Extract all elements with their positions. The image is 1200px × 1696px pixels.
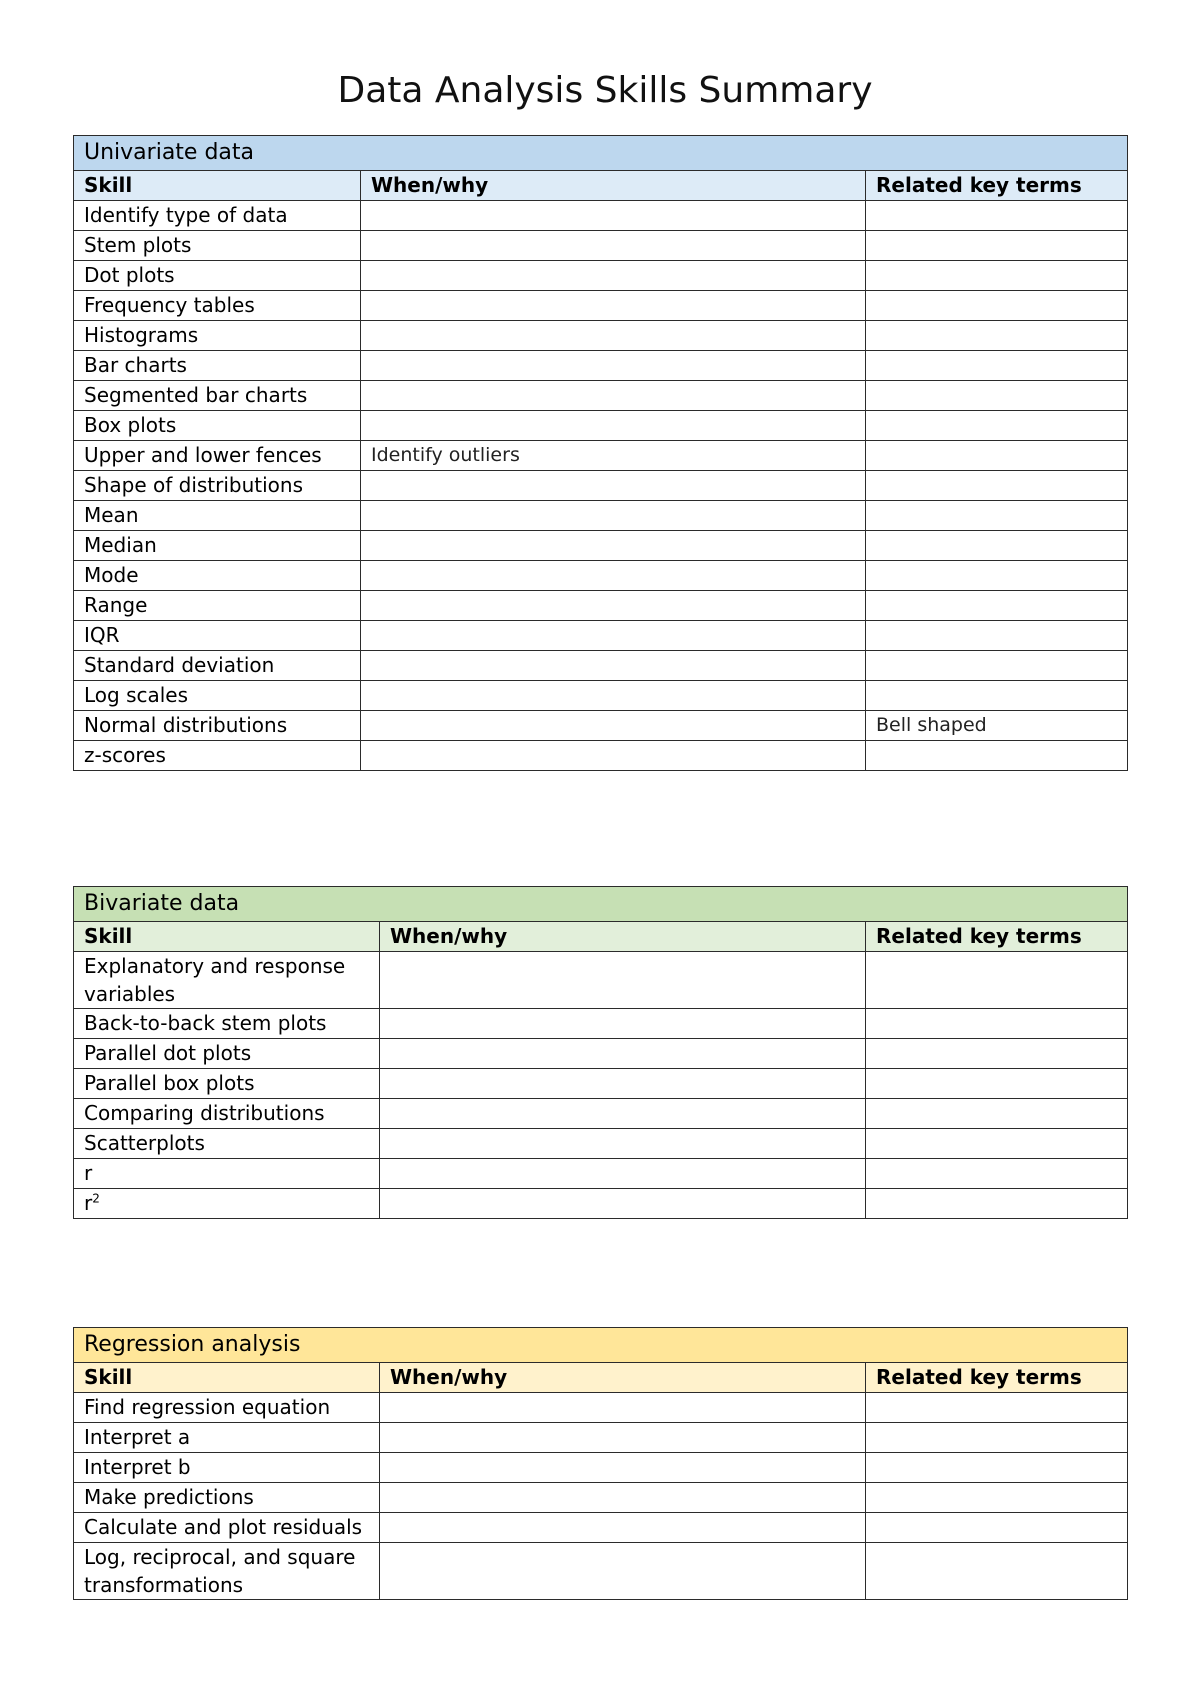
when-why-cell[interactable] — [361, 411, 866, 441]
skill-text: Box plots — [84, 413, 177, 437]
related-key-terms-cell[interactable] — [866, 411, 1128, 441]
skill-text: Explanatory and response variables — [84, 954, 346, 1006]
when-why-cell[interactable] — [361, 261, 866, 291]
column-header-related-key-terms: Related key terms — [866, 1363, 1128, 1393]
related-key-terms-cell[interactable] — [866, 1189, 1128, 1219]
skill-text: Mean — [84, 503, 139, 527]
when-why-cell[interactable] — [380, 1099, 866, 1129]
skill-cell — [74, 501, 361, 531]
skill-text: Segmented bar charts — [84, 383, 308, 407]
related-key-terms-cell[interactable] — [866, 1129, 1128, 1159]
related-key-terms-cell[interactable] — [866, 1513, 1128, 1543]
related-key-terms-cell[interactable] — [866, 561, 1128, 591]
skill-cell — [74, 1189, 380, 1219]
skill-text: Back-to-back stem plots — [84, 1011, 327, 1035]
when-why-cell[interactable] — [380, 1129, 866, 1159]
when-why-cell[interactable] — [380, 1069, 866, 1099]
related-key-terms-cell[interactable] — [866, 1543, 1128, 1600]
table-row — [74, 1099, 1128, 1129]
skill-cell — [74, 471, 361, 501]
related-key-terms-cell[interactable] — [866, 1069, 1128, 1099]
table-row — [74, 291, 1128, 321]
when-why-cell[interactable] — [380, 1009, 866, 1039]
table-row — [74, 1393, 1128, 1423]
skill-cell — [74, 201, 361, 231]
column-header-when-why: When/why — [380, 1363, 866, 1393]
skill-cell — [74, 651, 361, 681]
skill-cell — [74, 531, 361, 561]
when-why-cell[interactable] — [361, 291, 866, 321]
when-why-cell[interactable] — [380, 952, 866, 1009]
when-why-cell[interactable] — [361, 471, 866, 501]
table-row — [74, 381, 1128, 411]
skill-text: Parallel dot plots — [84, 1041, 252, 1065]
when-why-cell[interactable] — [361, 561, 866, 591]
table-row — [74, 201, 1128, 231]
skill-text: Parallel box plots — [84, 1071, 255, 1095]
skill-text: Stem plots — [84, 233, 192, 257]
skill-text: Shape of distributions — [84, 473, 304, 497]
skill-text: Histograms — [84, 323, 199, 347]
table-row — [74, 651, 1128, 681]
when-why-cell[interactable] — [361, 591, 866, 621]
table-row — [74, 1453, 1128, 1483]
table-row — [74, 501, 1128, 531]
skill-cell — [74, 1069, 380, 1099]
table-row — [74, 1189, 1128, 1219]
table-row — [74, 1129, 1128, 1159]
when-why-cell[interactable] — [361, 651, 866, 681]
skill-text: Mode — [84, 563, 139, 587]
skill-text: r — [84, 1191, 93, 1215]
skill-cell — [74, 952, 380, 1009]
section-title: Bivariate data — [74, 887, 1128, 922]
skill-cell — [74, 591, 361, 621]
regression-table — [73, 1327, 1128, 1600]
related-key-terms-cell[interactable] — [866, 1099, 1128, 1129]
related-key-terms-cell[interactable] — [866, 441, 1128, 471]
column-header-related-key-terms: Related key terms — [866, 171, 1128, 201]
when-why-cell[interactable] — [361, 321, 866, 351]
table-row — [74, 231, 1128, 261]
page-title: Data Analysis Skills Summary — [337, 70, 873, 111]
column-header-related-key-terms: Related key terms — [866, 922, 1128, 952]
skill-cell — [74, 291, 361, 321]
related-key-terms-cell[interactable] — [866, 591, 1128, 621]
related-key-terms-cell[interactable] — [866, 1483, 1128, 1513]
skill-text: Range — [84, 593, 148, 617]
when-why-cell[interactable] — [361, 681, 866, 711]
when-why-cell[interactable] — [361, 351, 866, 381]
table-row — [74, 351, 1128, 381]
related-key-terms-cell[interactable] — [866, 501, 1128, 531]
skill-cell — [74, 1543, 380, 1600]
table-row — [74, 261, 1128, 291]
related-key-terms-cell[interactable] — [866, 351, 1128, 381]
table-row — [74, 711, 1128, 741]
skill-cell — [74, 351, 361, 381]
column-header-skill: Skill — [74, 922, 380, 952]
skill-cell — [74, 1393, 380, 1423]
when-why-cell[interactable] — [361, 501, 866, 531]
table-row — [74, 411, 1128, 441]
when-why-cell[interactable] — [361, 711, 866, 741]
related-key-terms-cell[interactable] — [866, 321, 1128, 351]
related-key-terms-cell[interactable] — [866, 261, 1128, 291]
skill-cell — [74, 1159, 380, 1189]
skill-text: IQR — [84, 623, 120, 647]
table-row — [74, 561, 1128, 591]
skill-text: r — [84, 1161, 93, 1185]
skill-text: Bar charts — [84, 353, 187, 377]
skill-text: Dot plots — [84, 263, 175, 287]
skill-cell — [74, 621, 361, 651]
skill-cell — [74, 1423, 380, 1453]
related-key-terms-cell[interactable] — [866, 952, 1128, 1009]
related-key-terms-cell[interactable]: Bell shaped — [866, 711, 1128, 741]
table-row — [74, 321, 1128, 351]
skill-text: Upper and lower fences — [84, 443, 322, 467]
when-why-cell[interactable] — [380, 1159, 866, 1189]
column-header-when-why: When/why — [361, 171, 866, 201]
when-why-cell[interactable] — [380, 1393, 866, 1423]
skill-text: z-scores — [84, 743, 166, 767]
related-key-terms-cell[interactable] — [866, 741, 1128, 771]
skill-cell — [74, 1513, 380, 1543]
when-why-cell[interactable]: Identify outliers — [361, 441, 866, 471]
skill-text: Comparing distributions — [84, 1101, 325, 1125]
when-why-cell[interactable] — [361, 621, 866, 651]
skill-text: Log, reciprocal, and square transformations — [84, 1545, 356, 1597]
skill-text: Frequency tables — [84, 293, 255, 317]
skill-text: Interpret b — [84, 1455, 191, 1479]
table-row — [74, 591, 1128, 621]
related-key-terms-cell[interactable] — [866, 1423, 1128, 1453]
skill-text: Scatterplots — [84, 1131, 205, 1155]
skill-cell — [74, 681, 361, 711]
table-row — [74, 952, 1128, 1009]
univariate-table — [73, 135, 1128, 771]
skill-text: Calculate and plot residuals — [84, 1515, 363, 1539]
section-title: Univariate data — [74, 136, 1128, 171]
table-row — [74, 1159, 1128, 1189]
related-key-terms-cell[interactable] — [866, 231, 1128, 261]
related-key-terms-cell[interactable] — [866, 471, 1128, 501]
skill-cell — [74, 741, 361, 771]
table-row — [74, 741, 1128, 771]
when-why-cell[interactable] — [380, 1423, 866, 1453]
skill-cell — [74, 1453, 380, 1483]
table-row — [74, 471, 1128, 501]
skill-text: Identify type of data — [84, 203, 288, 227]
skill-cell — [74, 561, 361, 591]
related-key-terms-cell[interactable] — [866, 201, 1128, 231]
skill-cell — [74, 231, 361, 261]
skill-text: Interpret a — [84, 1425, 191, 1449]
when-why-cell[interactable] — [380, 1189, 866, 1219]
table-row — [74, 441, 1128, 471]
when-why-cell[interactable] — [361, 741, 866, 771]
table-row — [74, 1513, 1128, 1543]
skill-text: Median — [84, 533, 157, 557]
skill-text: Make predictions — [84, 1485, 254, 1509]
skill-cell — [74, 261, 361, 291]
bivariate-table — [73, 886, 1128, 1219]
when-why-cell[interactable] — [380, 1453, 866, 1483]
skill-cell — [74, 321, 361, 351]
when-why-cell[interactable] — [361, 531, 866, 561]
column-header-skill: Skill — [74, 171, 361, 201]
table-row — [74, 681, 1128, 711]
skill-cell — [74, 1099, 380, 1129]
when-why-cell[interactable] — [380, 1543, 866, 1600]
related-key-terms-cell[interactable] — [866, 621, 1128, 651]
skill-cell — [74, 411, 361, 441]
table-row — [74, 1483, 1128, 1513]
table-row — [74, 1543, 1128, 1600]
skill-cell — [74, 441, 361, 471]
related-key-terms-cell[interactable] — [866, 1159, 1128, 1189]
when-why-cell[interactable] — [380, 1513, 866, 1543]
table-row — [74, 1069, 1128, 1099]
skill-text: Log scales — [84, 683, 189, 707]
related-key-terms-cell[interactable] — [866, 651, 1128, 681]
when-why-cell[interactable] — [380, 1039, 866, 1069]
related-key-terms-cell[interactable] — [866, 291, 1128, 321]
skill-cell — [74, 1129, 380, 1159]
table-row — [74, 1009, 1128, 1039]
skill-text: Standard deviation — [84, 653, 275, 677]
related-key-terms-cell[interactable] — [866, 381, 1128, 411]
related-key-terms-cell[interactable] — [866, 1009, 1128, 1039]
column-header-when-why: When/why — [380, 922, 866, 952]
superscript: 2 — [92, 1191, 100, 1206]
skill-cell — [74, 711, 361, 741]
column-header-skill: Skill — [74, 1363, 380, 1393]
skill-cell — [74, 1483, 380, 1513]
when-why-cell[interactable] — [361, 381, 866, 411]
skill-cell — [74, 1039, 380, 1069]
section-title: Regression analysis — [74, 1328, 1128, 1363]
when-why-cell[interactable] — [361, 201, 866, 231]
skill-text: Find regression equation — [84, 1395, 331, 1419]
table-row — [74, 531, 1128, 561]
related-key-terms-cell[interactable] — [866, 1039, 1128, 1069]
skill-cell — [74, 1009, 380, 1039]
table-row — [74, 1423, 1128, 1453]
skill-cell — [74, 381, 361, 411]
when-why-cell[interactable] — [361, 231, 866, 261]
skill-text: Normal distributions — [84, 713, 288, 737]
related-key-terms-cell[interactable] — [866, 1393, 1128, 1423]
related-key-terms-cell[interactable] — [866, 531, 1128, 561]
related-key-terms-cell[interactable] — [866, 681, 1128, 711]
when-why-cell[interactable] — [380, 1483, 866, 1513]
table-row — [74, 1039, 1128, 1069]
table-row — [74, 621, 1128, 651]
related-key-terms-cell[interactable] — [866, 1453, 1128, 1483]
